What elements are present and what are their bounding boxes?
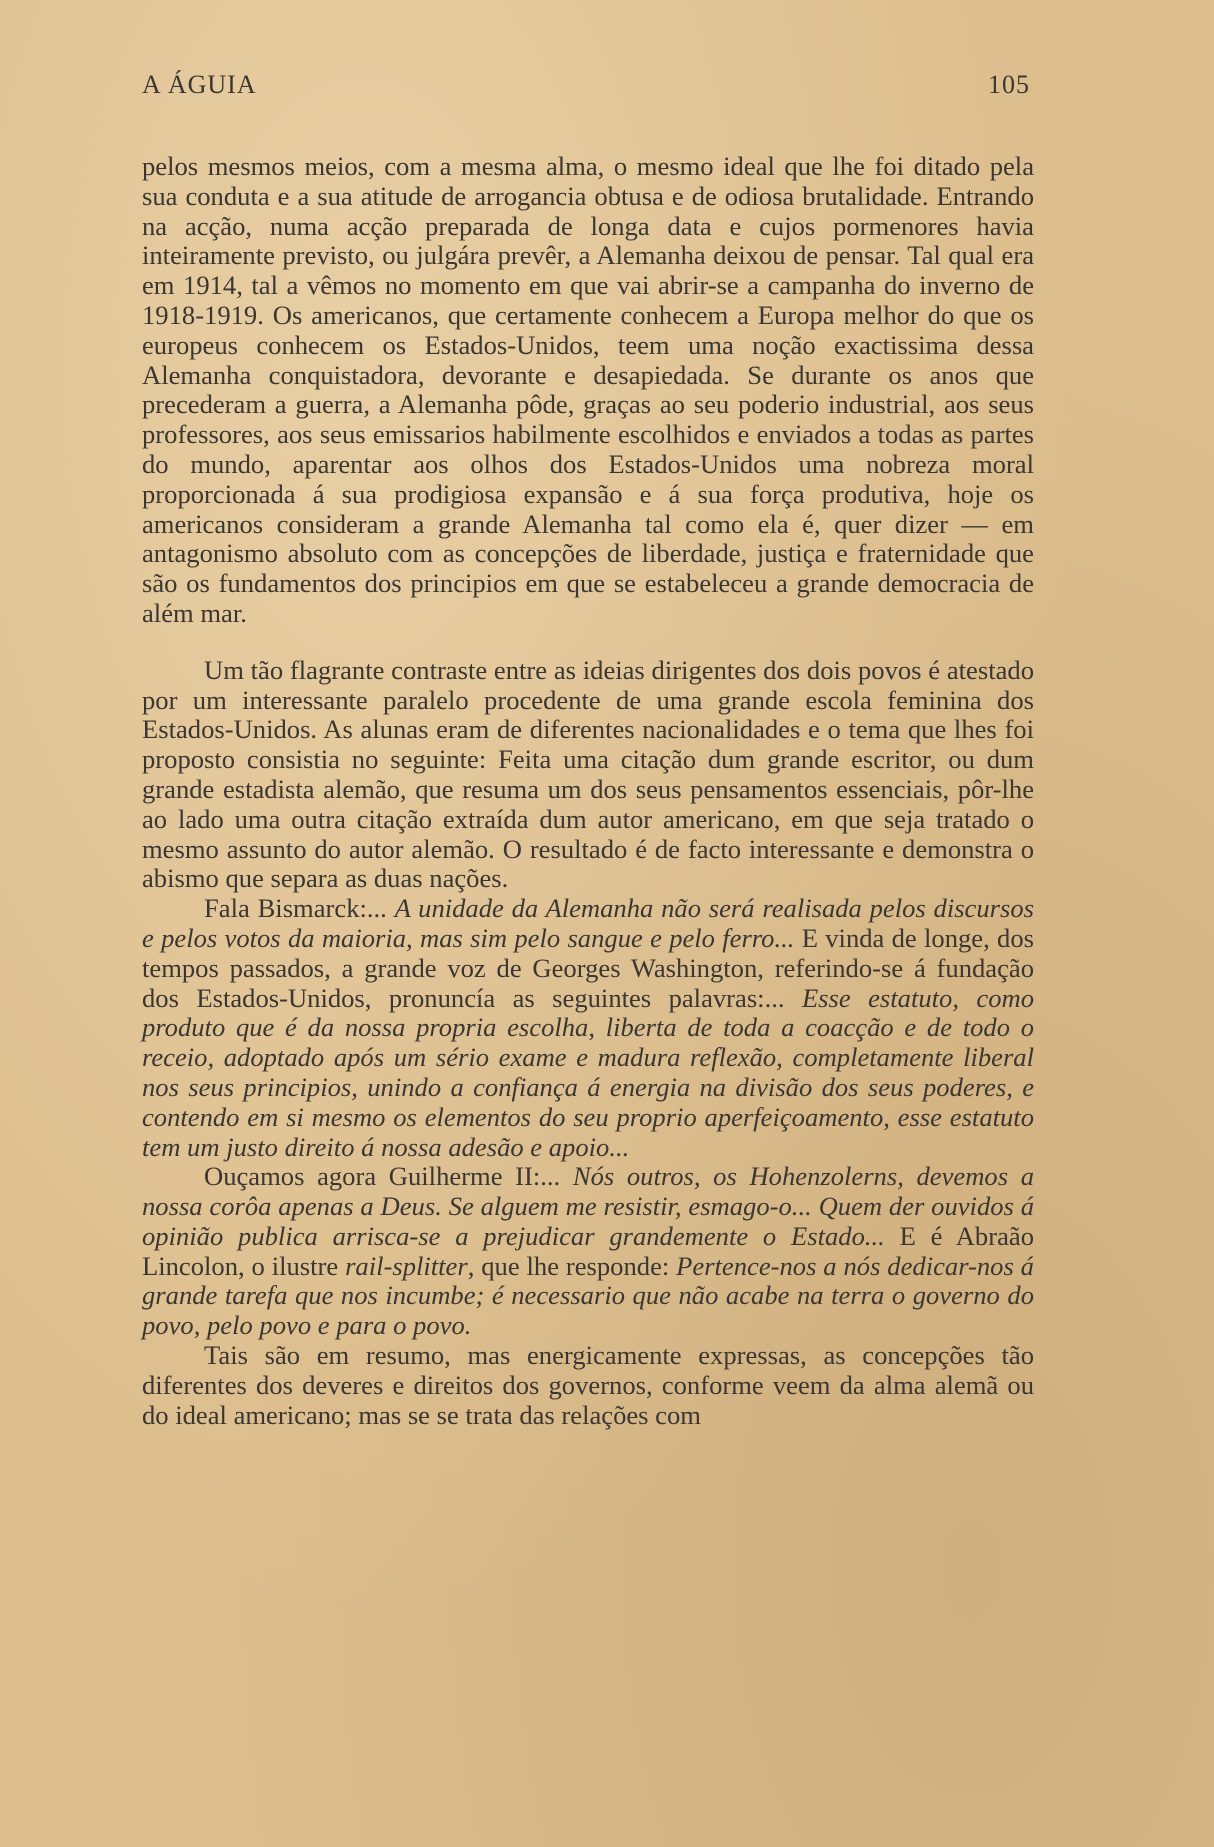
page-number: 105: [988, 70, 1030, 99]
text-run: pelos mesmos meios, com a mesma alma, o mesmo ideal que lhe foi ditado pela sua conduta e a sua atitude de arrogancia obtusa e de odiosa brutalidade. Entrando na acção, numa acção preparada de longa data e cujos pormenores havia inteiramente previsto, ou julgára prevêr, a Alemanha deixou de pensar. Tal qual era em 1914, tal a vêmos no momento em que vai abrir-se a campanha do inverno de 1918-1919. Os americanos, que certamente conhecem a Europa melhor do que os europeus conhecem os Estados-Unidos, teem uma noção exactissima dessa Alemanha conquistadora, devorante e desapiedada. Se durante os anos que precederam a guerra, a Alemanha pôde, graças ao seu poderio industrial, aos seus professores, aos seus emissarios habilmente escolhidos e enviados a todas as partes do mundo, aparentar aos olhos dos Estados-Unidos uma nobreza moral proporcionada á sua prodigiosa expansão e á sua força produtiva, hoje os americanos consideram a grande Alemanha tal como ela é, quer dizer — em antagonismo absoluto com as concepções de liberdade, justiça e fraternidade que são os fundamentos dos principios em que se estabeleceu a grande democracia de além mar.: [142, 151, 1034, 628]
paragraph: [142, 152, 1034, 629]
text-run: E vinda de longe, dos tempos passados, a grande voz de Georges Washington, referindo-se á fundação dos Estados-Unidos, pronuncía as seguintes palavras:...: [142, 922, 1034, 1013]
italic-quote: A unidade da Alemanha não será realisada pelos discursos e pelos votos da maioria, mas sim pelo sangue e pelo ferro...: [142, 893, 1035, 953]
paragraph: [142, 656, 1034, 894]
text-run: E é Abraão Lincolon, o ilustre: [142, 1220, 1034, 1281]
text-run: Fala Bismarck:...: [204, 893, 395, 924]
text-run: , que lhe responde:: [467, 1250, 677, 1281]
italic-quote: Nós outros, os Hohenzolerns, devemos a nossa corôa apenas a Deus. Se alguem me resistir, esmago-o... Quem der ouvidos á opinião publica arrisca-se a prejudicar grandemente o Estado...: [142, 1161, 1034, 1251]
journal-title: A ÁGUIA: [142, 70, 257, 99]
body-text: [142, 152, 1034, 1430]
paragraph: [142, 894, 1034, 1162]
text-run: Um tão flagrante contraste entre as ideias dirigentes dos dois povos é atestado por um interessante paralelo procedente de uma grande escola feminina dos Estados-Unidos. As alunas eram de diferentes nacionalidades e o tema que lhes foi proposto consistia no seguinte: Feita uma citação dum grande escritor, ou dum grande estadista alemão, que resuma um dos seus pensamentos essenciais, pôr-lhe ao lado uma outra citação extraída dum autor americano, em que seja tratado o mesmo assunto do autor alemão. O resultado é de facto interessante e demonstra o abismo que separa as duas nações.: [142, 654, 1034, 894]
paragraph: [142, 1341, 1034, 1430]
text-run: Ouçamos agora Guilherme II:...: [204, 1161, 573, 1192]
running-head: [142, 70, 1030, 106]
italic-quote: Pertence-nos a nós dedicar-nos á grande tarefa que nos incumbe; é necessario que não acabe na terra o governo do povo, pelo povo e para o povo.: [142, 1250, 1034, 1341]
text-run: Tais são em resumo, mas energicamente expressas, as concepções tão diferentes dos deveres e direitos dos governos, conforme veem da alma alemã ou do ideal americano; mas se se trata das relações com: [142, 1340, 1034, 1430]
italic-term: rail-splitter: [345, 1250, 468, 1281]
paragraph: [142, 1162, 1034, 1341]
italic-quote: Esse estatuto, como produto que é da nossa propria escolha, liberta de toda a coacção e de todo o receio, adoptado após um sério exame e madura reflexão, completamente liberal nos seus principios, unindo a confiança á energia na divisão dos seus poderes, e contendo em si mesmo os elementos do seu proprio aperfeiçoamento, esse estatuto tem um justo direito á nossa adesão e apoio...: [142, 982, 1034, 1162]
